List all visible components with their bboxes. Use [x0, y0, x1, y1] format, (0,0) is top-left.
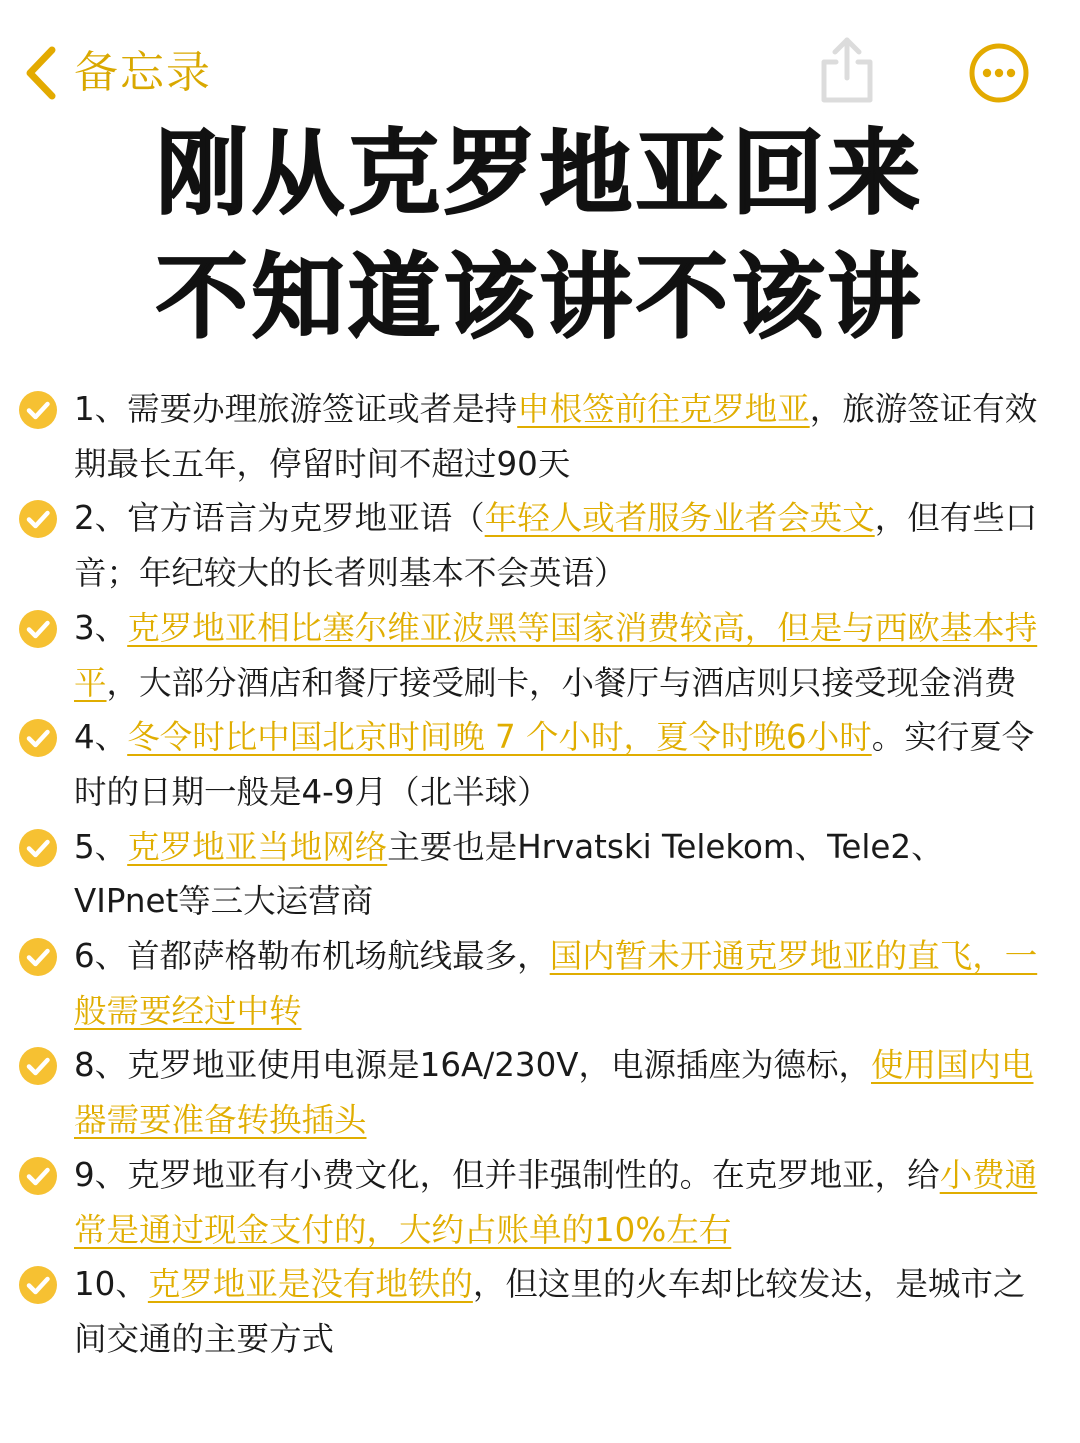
- highlighted-text: 小费通常是通过现金支付的，大约占账单的10%左右: [74, 1155, 1038, 1249]
- checkmark-circle-icon: [18, 937, 58, 977]
- item-text: 。实行夏令时的日期一般是4-9月（北半球）: [74, 718, 1035, 811]
- navigation-bar: [0, 0, 1080, 120]
- item-text: 6、首都萨格勒布机场航线最多，: [74, 937, 550, 976]
- list-item: [0, 491, 1080, 600]
- chevron-left-icon: [22, 45, 58, 101]
- highlighted-text: 使用国内电器需要准备转换插头: [74, 1046, 1034, 1140]
- highlighted-text: 克罗地亚当地网络: [127, 827, 388, 866]
- item-text: 5、: [74, 827, 128, 866]
- checkmark-circle-icon: [18, 1156, 58, 1196]
- item-text: 4、: [74, 718, 128, 757]
- item-text: 8、克罗地亚使用电源是16A/230V，电源插座为德标，: [74, 1046, 871, 1085]
- item-text: ，但这里的火车却比较发达，是城市之间交通的主要方式: [74, 1265, 1026, 1358]
- note-title-line-1: 刚从克罗地亚回来: [155, 120, 924, 227]
- highlighted-text: 年轻人或者服务业者会英文: [484, 499, 875, 538]
- item-text: 主要也是Hrvatski Telekom、Tele2、VIPnet等三大运营商: [74, 827, 944, 921]
- share-button[interactable]: [816, 34, 878, 106]
- list-item: [0, 820, 1080, 929]
- item-text: 3、: [74, 608, 128, 647]
- checkmark-circle-icon: [18, 1046, 58, 1086]
- checkmark-circle-icon: [18, 1265, 58, 1305]
- tips-list: [0, 382, 1080, 1367]
- more-options-button[interactable]: [968, 42, 1030, 104]
- item-text: 2、官方语言为克罗地亚语（: [74, 499, 485, 538]
- list-item: [0, 382, 1080, 491]
- item-text: ，旅游签证有效期最长五年，停留时间不超过90天: [74, 390, 1038, 483]
- list-item: [0, 710, 1080, 819]
- share-icon: [816, 34, 878, 106]
- item-text: ，大部分酒店和餐厅接受刷卡，小餐厅与酒店则只接受现金消费: [106, 663, 1017, 702]
- highlighted-text: 国内暂未开通克罗地亚的直飞，一般需要经过中转: [74, 937, 1038, 1030]
- checkmark-circle-icon: [18, 499, 58, 539]
- item-text: ，但有些口音；年纪较大的长者则基本不会英语）: [74, 499, 1038, 593]
- highlighted-text: 冬令时比中国北京时间晚 7 个小时，夏令时晚6小时: [127, 718, 872, 757]
- list-item: [0, 1257, 1080, 1366]
- item-text: 9、克罗地亚有小费文化，但并非强制性的。在克罗地亚，给: [74, 1155, 940, 1194]
- checkmark-circle-icon: [18, 390, 58, 430]
- note-title: [0, 112, 1080, 360]
- back-button[interactable]: [22, 40, 212, 106]
- highlighted-text: 克罗地亚相比塞尔维亚波黑等国家消费较高，但是与西欧基本持平: [74, 608, 1038, 702]
- list-item: [0, 1038, 1080, 1147]
- highlighted-text: 克罗地亚是没有地铁的: [147, 1265, 473, 1304]
- highlighted-text: 申根签前往克罗地亚: [517, 390, 810, 428]
- item-text: 10、: [74, 1265, 148, 1304]
- note-title-line-2: 不知道该讲不该讲: [155, 244, 924, 351]
- more-icon: [968, 42, 1030, 104]
- checkmark-circle-icon: [18, 828, 58, 868]
- checkmark-circle-icon: [18, 609, 58, 649]
- list-item: [0, 929, 1080, 1038]
- back-button-label: 备忘录: [74, 47, 212, 98]
- checkmark-circle-icon: [18, 718, 58, 758]
- list-item: [0, 601, 1080, 710]
- list-item: [0, 1148, 1080, 1257]
- item-text: 1、需要办理旅游签证或者是持: [74, 390, 518, 428]
